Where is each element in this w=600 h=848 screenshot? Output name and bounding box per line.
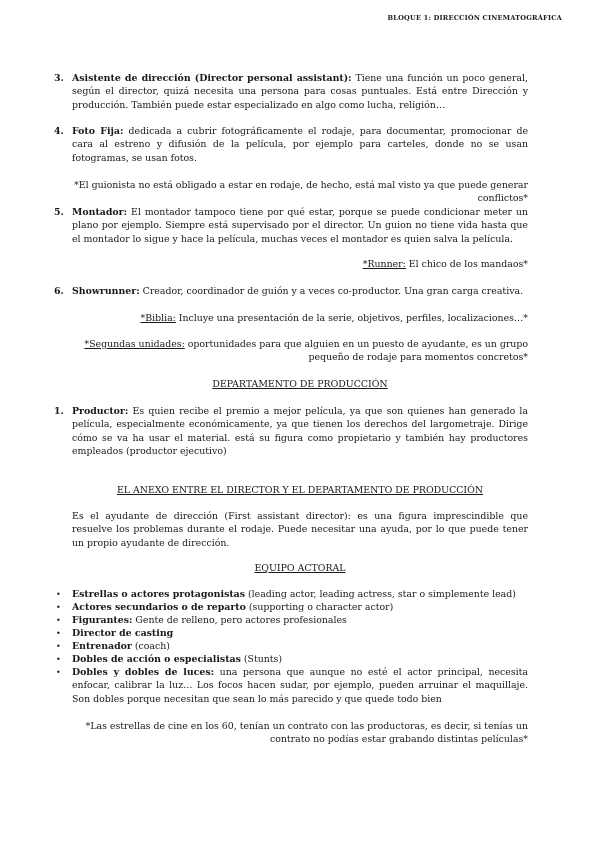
item-asistente-direccion <box>72 72 528 112</box>
note-term: *Runner: <box>362 259 406 270</box>
bullet-icon: • <box>56 642 61 651</box>
section-heading-equipo-actoral: EQUIPO ACTORAL <box>254 563 346 574</box>
section-heading-anexo: EL ANEXO ENTRE EL DIRECTOR Y EL DEPARTAMENTO DE PRODUCCIÓN <box>116 485 484 496</box>
item-text: Es quien recibe el premio a mejor película, ya que son quienes han generado la película, especialmente económicamente, ya que tienen los derechos del largometraje. Dirige cómo se va ha usar el material. está su figura como propietario y también hay productores empleados (productor ejecutivo) <box>72 406 528 457</box>
list-item <box>72 653 528 666</box>
running-header: BLOQUE 1: DIRECCIÓN CINEMATOGRÁFICA <box>387 14 562 22</box>
note-text: Incluye una presentación de la serie, objetivos, perfiles, localizaciones…* <box>175 313 528 324</box>
list-term: Director de casting <box>72 628 174 639</box>
item-term: Productor: <box>72 406 129 417</box>
section-heading-produccion: DEPARTAMENTO DE PRODUCCIÓN <box>212 379 388 390</box>
note-segundas-unidades <box>76 338 528 365</box>
list-item <box>72 640 528 653</box>
item-number: 4. <box>54 126 64 137</box>
item-term: Montador: <box>72 207 128 218</box>
list-item <box>72 627 528 640</box>
item-term: Asistente de dirección (Director personal assistant): <box>72 73 352 84</box>
item-number: 6. <box>54 286 64 297</box>
list-term: Figurantes: <box>72 615 133 626</box>
list-text: una persona que aunque no esté el actor principal, necesita enfocar, calibrar la luz… Los focos hacen sudar, por ejemplo, pueden arruinar el maquillaje. Son dobles porque necesitan que sean lo más parecido y que quede todo bien <box>72 667 528 705</box>
note-text: El chico de los mandaos* <box>405 259 528 270</box>
item-productor <box>72 405 528 458</box>
list-text: (supporting o character actor) <box>245 602 394 613</box>
list-term: Dobles de acción o especialistas <box>72 654 241 665</box>
list-item <box>72 614 528 627</box>
item-text: dedicada a cubrir fotográficamente el rodaje, para documentar, promocionar de cara al estreno y difusión de la película, por ejemplo para carteles, donde no se usan fotogramas, se usan fotos. <box>72 126 529 164</box>
list-item <box>72 666 528 706</box>
item-number: 3. <box>54 73 64 84</box>
list-item <box>72 588 528 601</box>
item-foto-fija <box>72 125 528 165</box>
bullet-icon: • <box>56 668 61 677</box>
item-term: Foto Fija: <box>72 126 124 137</box>
note-biblia <box>72 312 528 325</box>
list-term: Entrenador <box>72 641 132 652</box>
bullet-icon: • <box>56 655 61 664</box>
list-item <box>72 601 528 614</box>
list-term: Dobles y dobles de luces: <box>72 667 215 678</box>
item-showrunner <box>72 285 528 298</box>
bullet-icon: • <box>56 603 61 612</box>
list-text: (leading actor, leading actress, star o simplemente lead) <box>245 589 516 600</box>
note-term: *Biblia: <box>140 313 176 324</box>
note-estrellas-60s: *Las estrellas de cine en los 60, tenían un contrato con las productoras, es decir, si tenías un contrato no podías estar grabando distintas películas* <box>85 721 528 746</box>
note-guionista: *El guionista no está obligado a estar en rodaje, de hecho, está mal visto ya que puede generar conflictos* <box>74 180 528 205</box>
item-text: Tiene una función un poco general, según el director, quizá necesita una persona para cosas puntuales. Está entre Dirección y producción. También puede estar especializado en algo como lucha, religión… <box>72 73 528 111</box>
list-text: Gente de relleno, pero actores profesionales <box>132 615 347 626</box>
list-term: Estrellas o actores protagonistas <box>72 589 246 600</box>
bullet-icon: • <box>56 590 61 599</box>
list-text: (Stunts) <box>240 654 283 665</box>
item-montador <box>72 206 528 246</box>
item-text: Creador, coordinador de guión y a veces co-productor. Una gran carga creativa. <box>139 286 524 297</box>
item-term: Showrunner: <box>72 286 140 297</box>
list-text: (coach) <box>131 641 170 652</box>
note-text: oportunidades para que alguien en un puesto de ayudante, es un grupo pequeño de rodaje para momentos concretos* <box>184 339 528 364</box>
list-term: Actores secundarios o de reparto <box>72 602 246 613</box>
bullet-icon: • <box>56 629 61 638</box>
note-term: *Segundas unidades: <box>84 339 185 350</box>
item-number: 5. <box>54 207 64 218</box>
note-runner <box>72 258 528 271</box>
paragraph-anexo: Es el ayudante de dirección (First assistant director): es una figura imprescindible que resuelve los problemas durante el rodaje. Puede necesitar una ayuda, por lo que puede tener un propio ayudante de dirección. <box>72 511 528 549</box>
item-number: 1. <box>54 406 64 417</box>
item-text: El montador tampoco tiene por qué estar, porque se puede condicionar meter un plano por ejemplo. Siempre está supervisado por el director. Un guion no tiene vida hasta que el montador lo sigue y hace la película, muchas veces el montador es quien salva la película. <box>72 207 528 245</box>
bullet-icon: • <box>56 616 61 625</box>
